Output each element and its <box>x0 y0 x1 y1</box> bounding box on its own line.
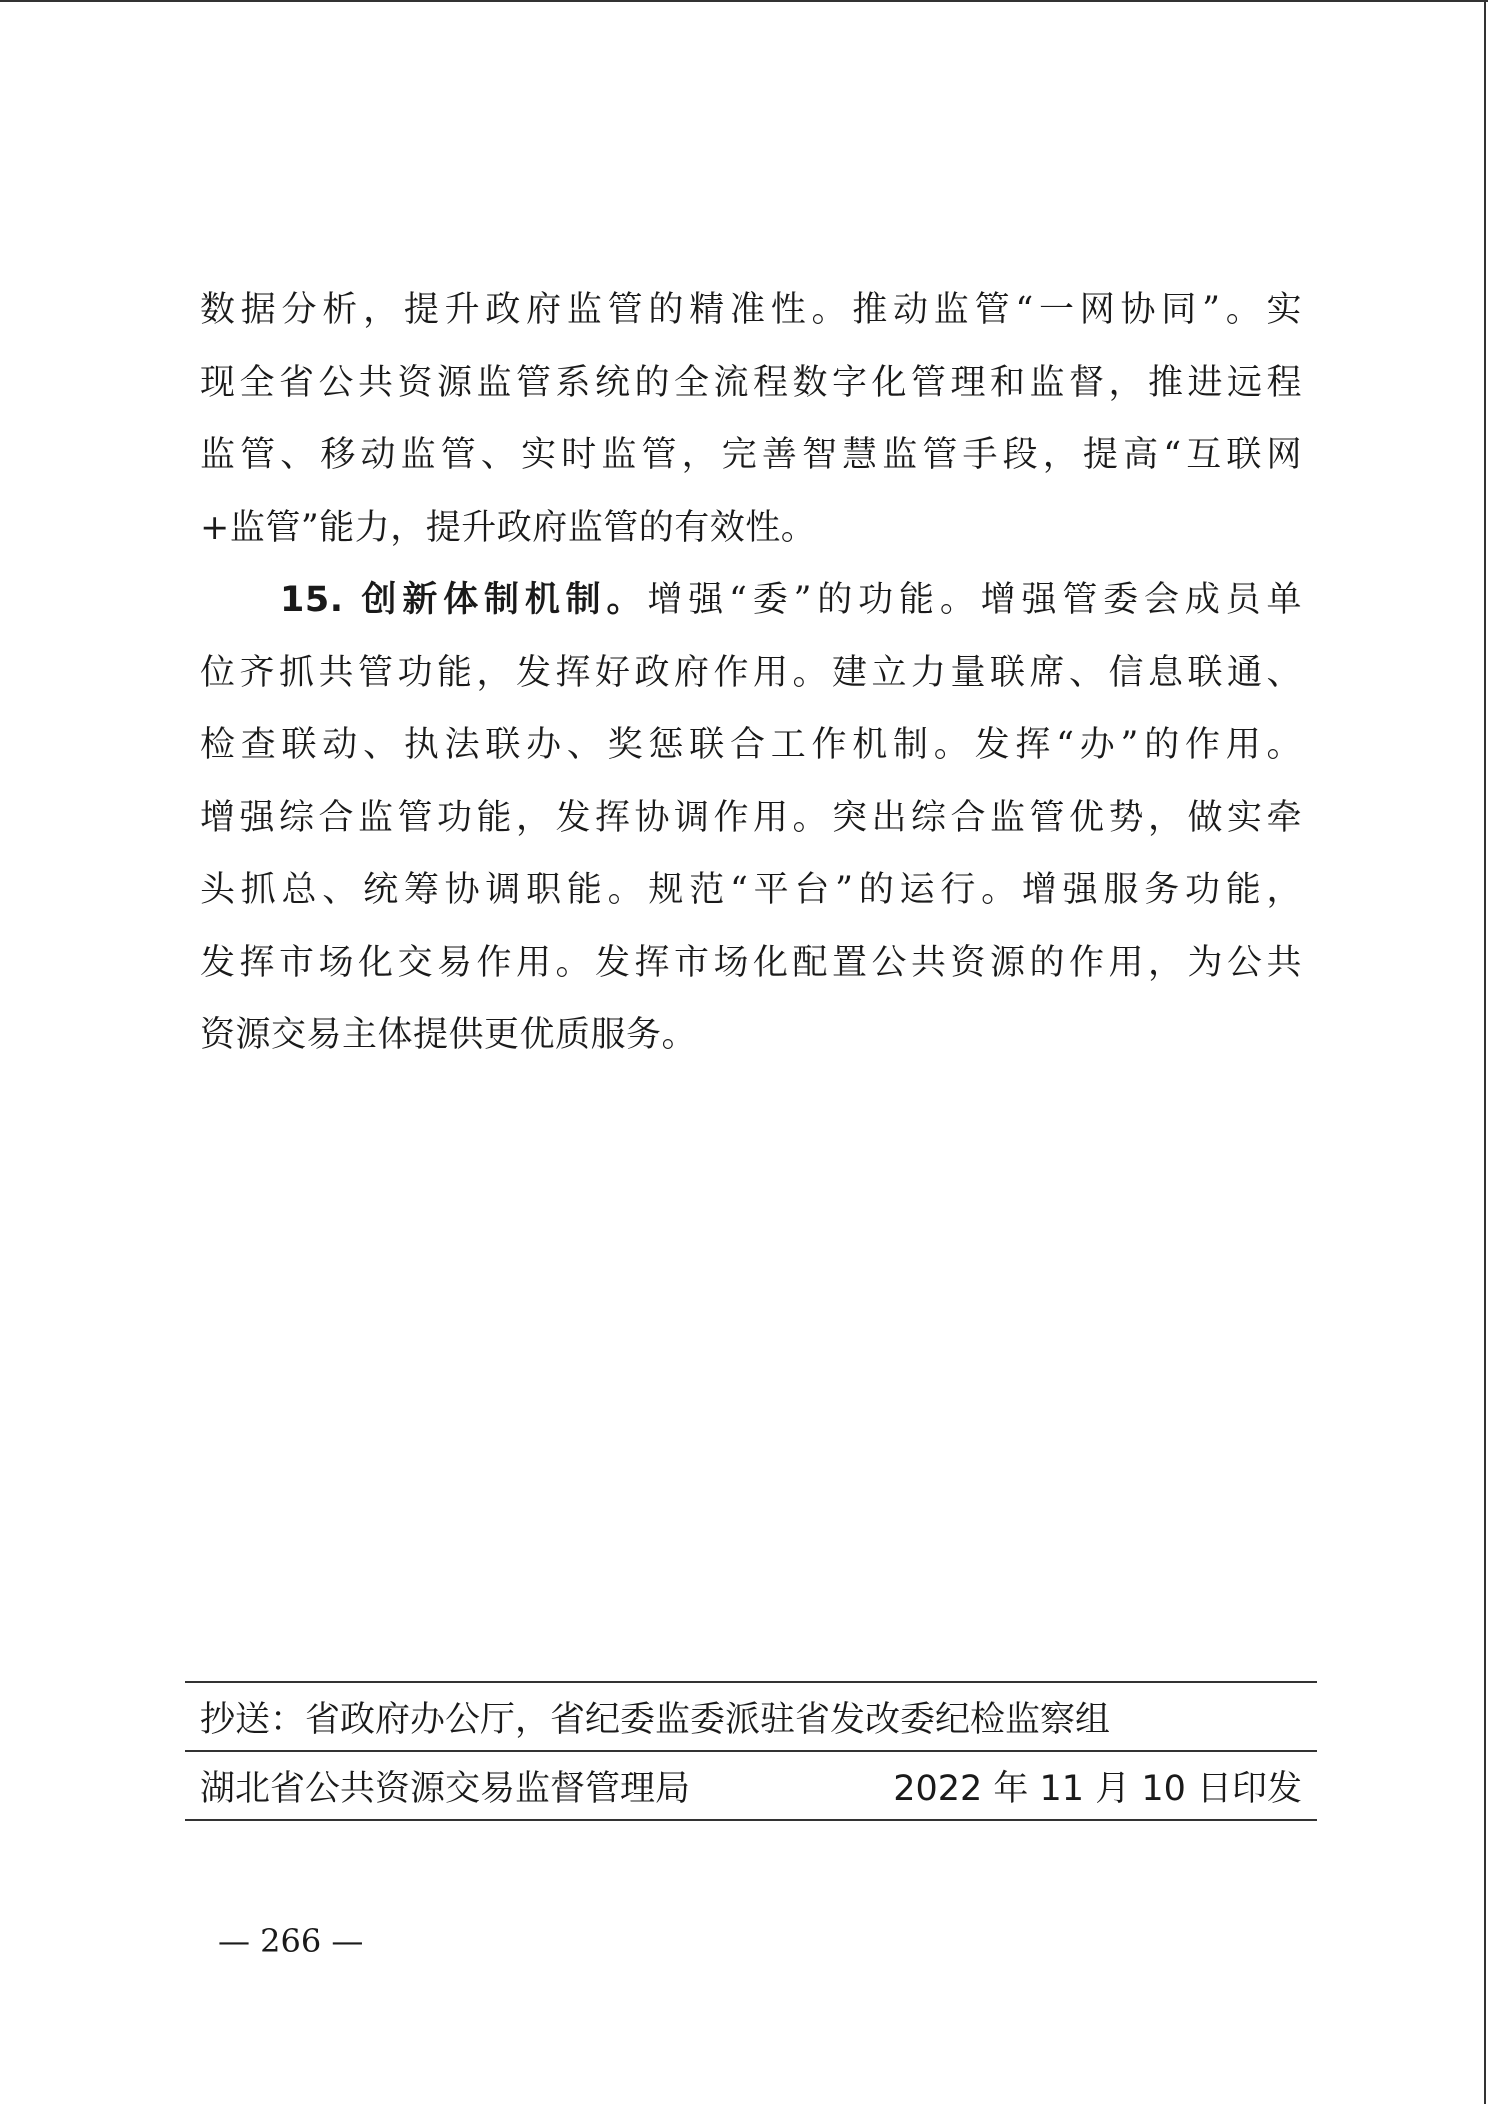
body-line: 现全省公共资源监管系统的全流程数字化管理和监督，推进远程 <box>200 362 1302 403</box>
copy-to-line <box>185 1683 1317 1750</box>
body-line: 头抓总、统筹协调职能。规范“平台”的运行。增强服务功能， <box>200 870 1302 910</box>
page-border-right <box>1484 0 1486 2104</box>
document-body <box>200 274 1302 1072</box>
issuer-name: 湖北省公共资源交易监督管理局 <box>200 1768 691 1809</box>
body-line: 监管、移动监管、实时监管，完善智慧监管手段，提高“互联网 <box>200 435 1302 475</box>
body-line-rest: 增强“委”的功能。增强管委会成员单 <box>647 580 1302 620</box>
issue-line <box>185 1752 1317 1819</box>
body-line: 资源交易主体提供更优质服务。 <box>200 1015 698 1055</box>
body-line: +监管”能力，提升政府监管的有效性。 <box>200 507 817 548</box>
section-heading-15: 15. 创新体制机制。 <box>280 580 648 620</box>
body-line: 发挥市场化交易作用。发挥市场化配置公共资源的作用，为公共 <box>200 942 1302 983</box>
body-line: 数据分析，提升政府监管的精准性。推动监管“一网协同”。实 <box>200 290 1302 330</box>
body-line: 检查联动、执法联办、奖惩联合工作机制。发挥“办”的作用。 <box>200 725 1302 765</box>
copy-to-text: 抄送：省政府办公厅，省纪委监委派驻省发改委纪检监察组 <box>200 1699 1111 1740</box>
distribution-block <box>185 1681 1317 1821</box>
paragraph-15-first-line <box>200 564 1302 637</box>
divider-bottom <box>185 1819 1317 1821</box>
body-line: 位齐抓共管功能，发挥好政府作用。建立力量联席、信息联通、 <box>200 652 1302 693</box>
page-number: — 266 — <box>218 1922 364 1960</box>
page-border-top <box>0 0 1488 2</box>
body-line: 增强综合监管功能，发挥协调作用。突出综合监管优势，做实牵 <box>200 797 1302 838</box>
issue-date: 2022 年 11 月 10 日印发 <box>893 1768 1302 1809</box>
